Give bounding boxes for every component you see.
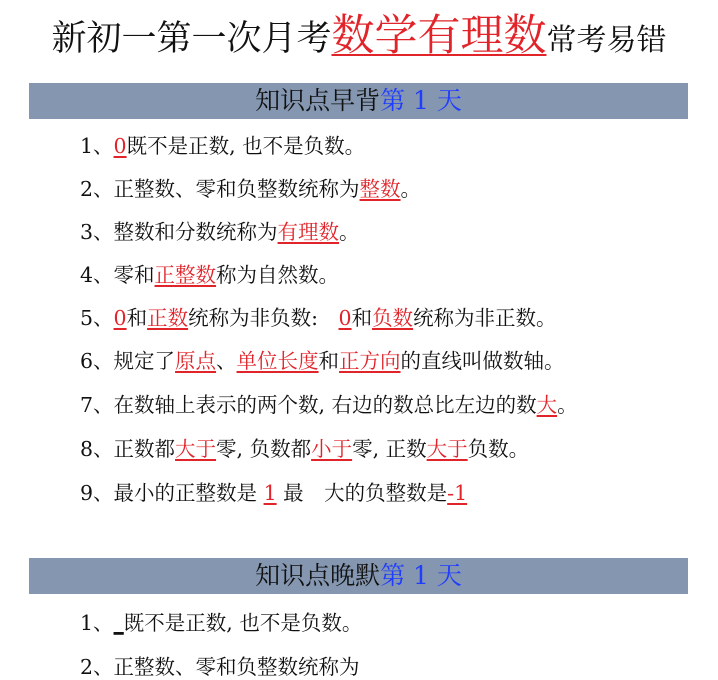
evening-label: 知识点晚默: [255, 561, 381, 590]
item-text: 正整数、零和负整数统称为: [113, 177, 360, 201]
title-prefix: 新初一第一次月考: [51, 19, 332, 59]
list-item: [80, 262, 339, 288]
answer-text: 正整数: [154, 263, 217, 287]
answer-text: 负数: [372, 306, 414, 330]
evening-header-bar: [29, 558, 688, 594]
answer-text: 0: [113, 306, 127, 330]
page-title: [0, 6, 718, 66]
answer-text: 大于: [175, 437, 217, 461]
item-text: 负数。: [467, 437, 530, 461]
item-text: 。: [339, 220, 360, 244]
item-text: 零, 负数都: [216, 437, 312, 461]
list-item: [80, 480, 467, 506]
answer-blank: _: [113, 611, 124, 635]
item-number: 5、: [80, 306, 114, 330]
item-text: 零, 正数: [352, 437, 427, 461]
item-number: 2、: [80, 655, 114, 679]
list-item: [80, 654, 360, 680]
item-text: 。: [400, 177, 422, 201]
item-number: 9、: [80, 481, 114, 505]
item-number: 1、: [80, 611, 114, 635]
item-number: 4、: [80, 263, 114, 287]
item-text: 最小的正整数是: [113, 481, 264, 505]
item-text: 最 大的负整数是: [276, 481, 448, 505]
item-text: 在数轴上表示的两个数, 右边的数总比左边的数: [113, 393, 537, 417]
item-number: 6、: [80, 349, 114, 373]
list-item: [80, 219, 360, 245]
item-text: 和: [318, 349, 340, 373]
item-number: 1、: [80, 134, 114, 158]
list-item: [80, 305, 557, 331]
answer-text: 正方向: [339, 349, 401, 373]
title-subject: 数学有理数: [331, 11, 547, 61]
item-number: 2、: [80, 177, 114, 201]
item-text: 统称为非负数:: [188, 306, 339, 330]
list-item: [80, 176, 421, 202]
title-suffix: 常考易错: [546, 23, 667, 58]
item-number: 8、: [80, 437, 114, 461]
item-text: 、: [216, 349, 237, 373]
answer-text: 正数: [147, 306, 189, 330]
morning-header-bar: [29, 83, 688, 119]
item-text: 整数和分数统称为: [113, 220, 278, 244]
list-item: [80, 348, 565, 374]
item-text: 称为自然数。: [216, 263, 340, 287]
answer-text: 有理数: [277, 220, 340, 244]
item-text: 的直线叫做数轴。: [400, 349, 565, 373]
answer-text: 小于: [311, 437, 353, 461]
answer-text: 原点: [175, 349, 217, 373]
item-text: 既不是正数, 也不是负数。: [123, 611, 363, 635]
list-item: [80, 436, 529, 462]
item-text: 统称为非正数。: [413, 306, 557, 330]
item-text: 。: [557, 393, 578, 417]
morning-day: 第 1 天: [380, 86, 462, 115]
list-item: [80, 610, 362, 636]
item-text: 规定了: [113, 349, 176, 373]
item-text: 正整数、零和负整数统称为: [113, 655, 360, 679]
list-item: [80, 133, 365, 159]
morning-label: 知识点早背: [255, 86, 381, 115]
item-number: 3、: [80, 220, 114, 244]
answer-text: 大: [536, 393, 558, 417]
item-text: 正数都: [113, 437, 176, 461]
answer-text: 1: [263, 481, 277, 505]
item-text: 和: [351, 306, 373, 330]
answer-text: 整数: [359, 177, 401, 201]
item-text: 和: [126, 306, 148, 330]
evening-day: 第 1 天: [380, 561, 462, 590]
item-number: 7、: [80, 393, 114, 417]
answer-text: -1: [447, 481, 468, 505]
item-text: 既不是正数, 也不是负数。: [126, 134, 366, 158]
answer-text: 0: [338, 306, 352, 330]
list-item: [80, 392, 578, 418]
answer-text: 0: [113, 134, 127, 158]
answer-text: 大于: [426, 437, 468, 461]
answer-text: 单位长度: [236, 349, 319, 373]
item-text: 零和: [113, 263, 155, 287]
